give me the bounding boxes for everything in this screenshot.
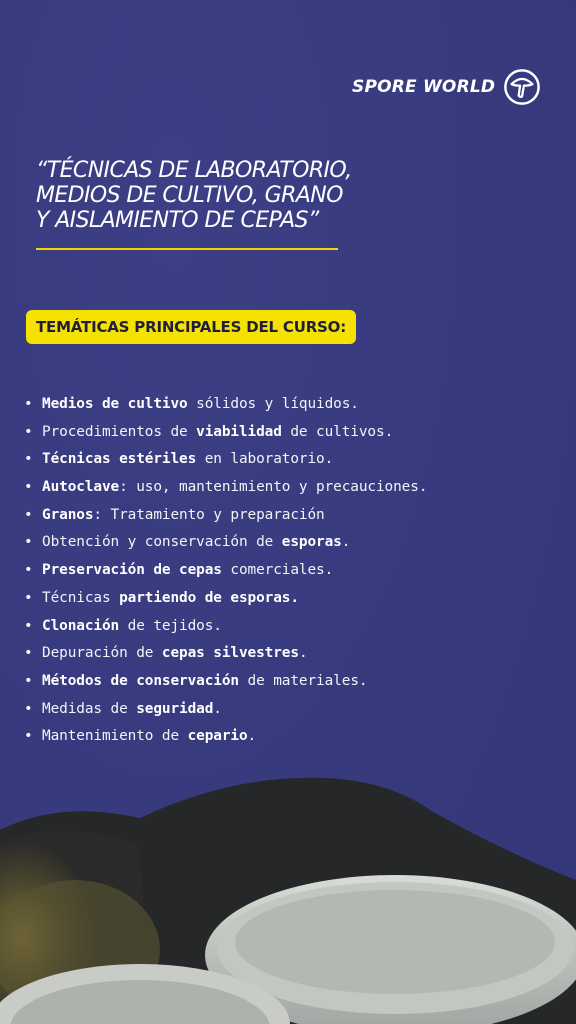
topic-item — [24, 391, 427, 419]
bullet-icon: • — [24, 534, 33, 551]
topic-text: . — [298, 645, 308, 662]
topic-item — [24, 446, 427, 474]
topic-item — [24, 502, 427, 530]
brand-name: SPORE WORLD — [352, 77, 496, 97]
topic-text: Técnicas — [42, 589, 120, 606]
section-heading-badge — [26, 310, 356, 344]
topic-item — [24, 474, 427, 502]
petri-dish-photo — [0, 770, 576, 1024]
bullet-icon: • — [24, 479, 33, 496]
bullet-icon: • — [24, 700, 33, 717]
section-heading: TEMÁTICAS PRINCIPALES DEL CURSO: — [36, 318, 346, 336]
topic-highlight: esporas — [281, 534, 342, 551]
topic-text: Obtención y conservación de — [42, 534, 282, 551]
topic-item — [24, 419, 427, 447]
topic-text: Mantenimiento de — [42, 728, 188, 745]
topic-highlight: Técnicas estériles — [42, 451, 197, 468]
title-line: MEDIOS DE CULTIVO, GRANO — [36, 183, 343, 208]
brand — [352, 68, 541, 106]
topic-highlight: cepario — [187, 728, 248, 745]
topic-highlight: Autoclave — [42, 479, 120, 496]
topic-item — [24, 668, 427, 696]
bullet-icon: • — [24, 396, 33, 412]
topic-highlight: viabilidad — [196, 423, 282, 440]
course-title — [36, 158, 396, 233]
topic-text: . — [341, 534, 351, 551]
topic-item — [24, 723, 427, 751]
bullet-icon: • — [24, 617, 33, 634]
title-line: “TÉCNICAS DE LABORATORIO, — [36, 158, 352, 183]
topic-text: de materiales. — [238, 672, 368, 689]
mushroom-logo-icon — [503, 68, 541, 106]
topic-item — [24, 557, 427, 585]
bullet-icon: • — [24, 728, 33, 745]
bullet-icon: • — [24, 562, 33, 579]
topic-text: en laboratorio. — [196, 451, 334, 468]
bullet-icon: • — [24, 589, 33, 606]
topic-item — [24, 585, 427, 613]
topic-item — [24, 613, 427, 641]
topic-highlight: Clonación — [42, 617, 120, 634]
title-underline — [36, 248, 338, 250]
topic-text: Procedimientos de — [42, 423, 197, 440]
topic-item — [24, 640, 427, 668]
bullet-icon: • — [24, 423, 33, 440]
topic-text: de cultivos. — [281, 423, 394, 440]
topic-highlight: Preservación de cepas — [42, 562, 222, 579]
topics-list — [24, 391, 427, 751]
topic-highlight: Medios de cultivo — [42, 396, 188, 412]
topic-text: : uso, mantenimiento y precauciones. — [119, 479, 428, 496]
topic-text: comerciales. — [221, 562, 334, 579]
topic-item — [24, 696, 427, 724]
title-line: Y AISLAMIENTO DE CEPAS” — [36, 208, 319, 233]
topic-text: . — [247, 728, 257, 745]
bullet-icon: • — [24, 645, 33, 662]
topic-highlight: partiendo de esporas. — [119, 589, 299, 606]
topic-text: . — [213, 700, 222, 717]
topic-item — [24, 529, 427, 557]
topic-highlight: Granos — [42, 506, 94, 523]
topic-text: sólidos y líquidos. — [187, 396, 359, 412]
bullet-icon: • — [24, 451, 33, 468]
bullet-icon: • — [24, 672, 33, 689]
topic-highlight: Métodos de conservación — [42, 672, 239, 689]
topic-text: Medidas de — [42, 700, 137, 717]
topic-text: : Tratamiento y preparación — [93, 506, 325, 523]
bullet-icon: • — [24, 506, 33, 523]
topic-highlight: cepas silvestres — [161, 645, 299, 662]
topic-text: de tejidos. — [119, 617, 222, 634]
topic-text: Depuración de — [42, 645, 162, 662]
topic-highlight: seguridad — [136, 700, 214, 717]
